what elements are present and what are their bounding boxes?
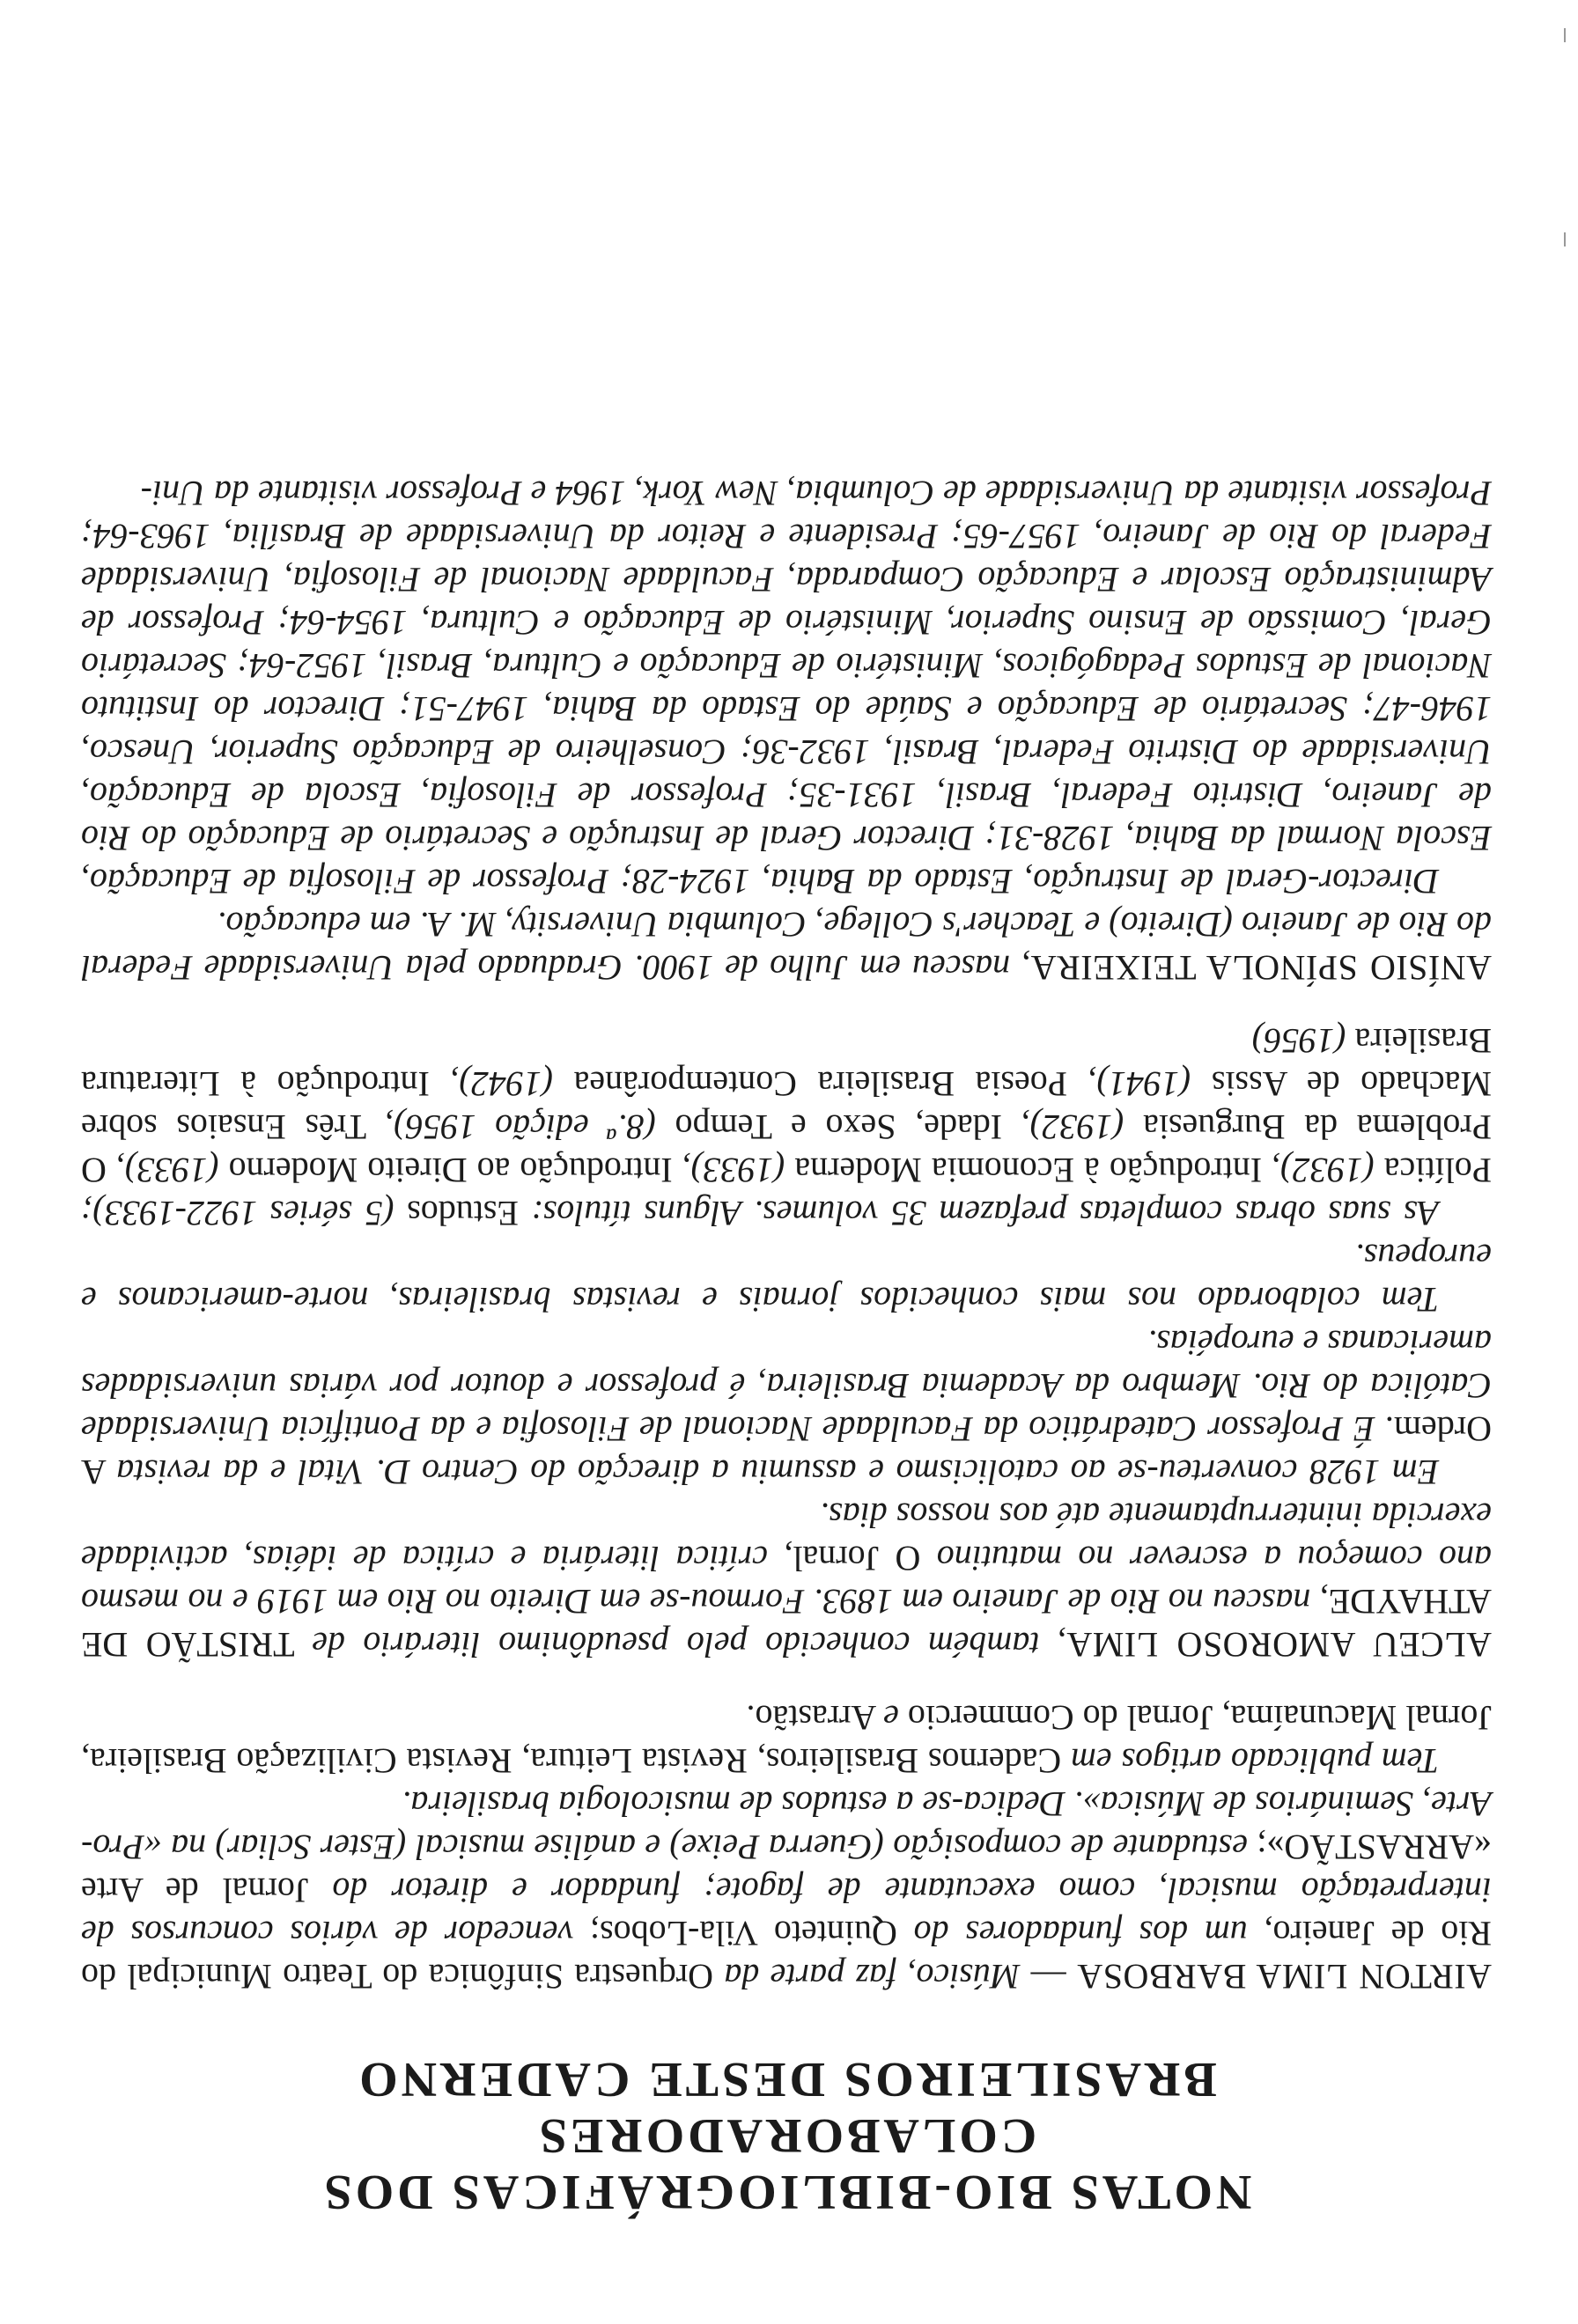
text-run: vencedor de vários concursos de interpretação musical, como executante de fagote; fundador e diretor do — [80, 1871, 1492, 1953]
text-run: também conhecido pelo pseudônimo literário de — [312, 1625, 1040, 1665]
text-run: Estudos — [394, 1194, 532, 1233]
text-run: O Problema da Burguesia — [81, 1107, 1492, 1190]
bio-paragraph — [81, 1019, 1492, 1235]
text-run: (1932), — [1021, 1107, 1125, 1147]
text-run: , — [1039, 1625, 1066, 1665]
text-run: (1932), — [1272, 1151, 1375, 1190]
text-run: (1942), — [450, 1064, 554, 1104]
text-run: As suas obras completas prefazem 35 volumes. Alguns títulos: — [531, 1194, 1439, 1233]
text-run: nasceu no Rio de Janeiro em 1893. Formou-se em Direito no Rio em 1919 e no mesmo ano começou a escrever no matutino — [81, 1539, 1492, 1622]
text-run: , — [1010, 948, 1031, 988]
page-title-line-2: BRASILEIROS DESTE CADERNO — [356, 2052, 1217, 2107]
text-run: nasceu em Julho de 1900. Graduado pela Universidade Federal do Rio de Janeiro (Direito) e Teacher's College, Columbia University, M. A. em educação. — [80, 905, 1492, 988]
text-run: Três Ensaios sobre Machado de Assis — [80, 1064, 1492, 1147]
scan-mark — [1564, 232, 1566, 246]
text-run: Cadernos Brasileiros, Revista Leitura, Revista Civilização Brasileira, Jornal Macunaíma, Jornal do Commercio — [81, 1698, 1492, 1781]
text-run: Política — [1374, 1151, 1492, 1190]
bio-paragraph — [81, 1321, 1492, 1494]
text-run: Introdução à Literatura Brasileira — [81, 1021, 1492, 1104]
scan-mark — [1564, 28, 1566, 42]
text-run: TRISTÃO DE ATHAYDE, — [80, 1582, 1492, 1665]
bio-paragraph — [81, 1696, 1492, 1783]
text-run: (8.ª edição 1956), — [385, 1107, 656, 1147]
text-run: (1933), — [115, 1151, 219, 1190]
text-run: Introdução à Economia Moderna — [785, 1151, 1272, 1190]
text-run: crítica literária e crítica de idéias, actividade exercida ininterruptamente até aos nossos dias. — [80, 1496, 1492, 1578]
text-run: (1941), — [1088, 1064, 1191, 1104]
document-content — [81, 442, 1492, 2220]
text-run: O Jornal, — [768, 1539, 937, 1578]
page-title — [81, 2051, 1492, 2220]
bio-paragraph — [81, 1235, 1492, 1321]
contributor-name: AIRTON LIMA BARBOSA — [1076, 1957, 1492, 1997]
text-run: um dos fundadores do — [913, 1914, 1248, 1953]
text-run: Tem colaborado nos mais conhecidos jornais e revistas brasileiras, norte-americanos e europeus. — [81, 1237, 1492, 1320]
text-run: Quinteto Vila-Lobos; — [573, 1914, 914, 1953]
page-title-line-1: NOTAS BIO-BIBLIOGRÁFICAS DOS COLABORADORES — [321, 2108, 1252, 2219]
text-run: Tem publicado artigos em — [1071, 1741, 1439, 1781]
text-run: Idade, Sexo e Tempo — [655, 1107, 1021, 1147]
text-run: — — [1020, 1957, 1077, 1997]
text-run: Orquestra Sinfônica do Teatro Municipal do Rio de Janeiro, — [81, 1914, 1492, 1997]
bio-entry — [81, 472, 1492, 989]
contributor-name: ALCEU AMOROSO LIMA — [1066, 1625, 1492, 1665]
bio-paragraph — [81, 1494, 1492, 1666]
text-run: estudante de composição (Guerra Peixe) e análise musical (Ester Scliar) na «Pro-Arte, Seminários de Música». Dedica-se a estudos de musicologia brasileira. — [81, 1784, 1492, 1867]
bio-paragraph — [81, 903, 1492, 989]
text-run: Poesia Brasileira Contemporânea — [553, 1064, 1088, 1104]
biographical-notes — [81, 472, 1492, 1998]
text-run: (1956) — [1251, 1021, 1346, 1061]
bio-paragraph — [81, 1783, 1492, 1998]
text-run: Arrastão. — [746, 1698, 884, 1738]
text-run: (5 séries 1922-1933); — [81, 1194, 394, 1233]
text-run: É Professor Catedrático da Faculdade Nacional de Filosofia e da Pontifícia Universidade Católica do Rio. Membro da Academia Brasileira, é professor e doutor por várias universidades americanas e européias. — [80, 1323, 1492, 1449]
bio-entry — [81, 1019, 1492, 1666]
text-run: Introdução ao Direito Moderno — [218, 1151, 682, 1190]
text-run: Director-Geral de Instrução, Estado da Bahia, 1924-28; Professor de Filosofia de Educação, Escola Normal da Bahia, 1928-31; Director Geral de Instrução e Secretário de Educação do Rio de Janeiro, Distrito Federal, Brasil, 1931-35; Professor de Filosofia, Escola de Educação, Universidade do Distrito Federal, Brasil, 1932-36; Conselheiro de Educação Superior, Unesco, 1946-47; Secretário de Educação e Saúde do Estado da Bahia, 1947-51; Director do Instituto Nacional de Estudos Pedagógicos, Ministério de Educação e Cultura, Brasil, 1952-64; Secretário Geral, Comissão de Ensino Superior, Ministério de Educação e Cultura, 1954-64; Professor de Administração Escolar e Educação Comparada, Faculdade Nacional de Filosofia, Universidade Federal do Rio de Janeiro, 1957-65; Presidente e Reitor da Universidade de Brasília, 1963-64; Professor visitante da Universidade de Columbia, New York, 1964 e Professor visitante da Uni- — [81, 474, 1492, 901]
text-run: Em 1928 converteu-se ao catolicismo e assumiu a direcção do Centro D. Vital e da revista — [116, 1452, 1439, 1492]
text-run: (1933), — [682, 1151, 785, 1190]
bio-paragraph — [81, 472, 1492, 903]
text-run: Jornal de Arte «ARRASTÃO»; — [81, 1828, 1492, 1910]
text-run: e — [883, 1698, 899, 1738]
text-run: A Ordem. — [81, 1409, 1492, 1492]
contributor-name: ANÍSIO SPÍNOLA TEIXEIRA — [1030, 948, 1492, 988]
bio-entry — [81, 1696, 1492, 1998]
text-run: Músico, faz parte da — [724, 1957, 1021, 1997]
